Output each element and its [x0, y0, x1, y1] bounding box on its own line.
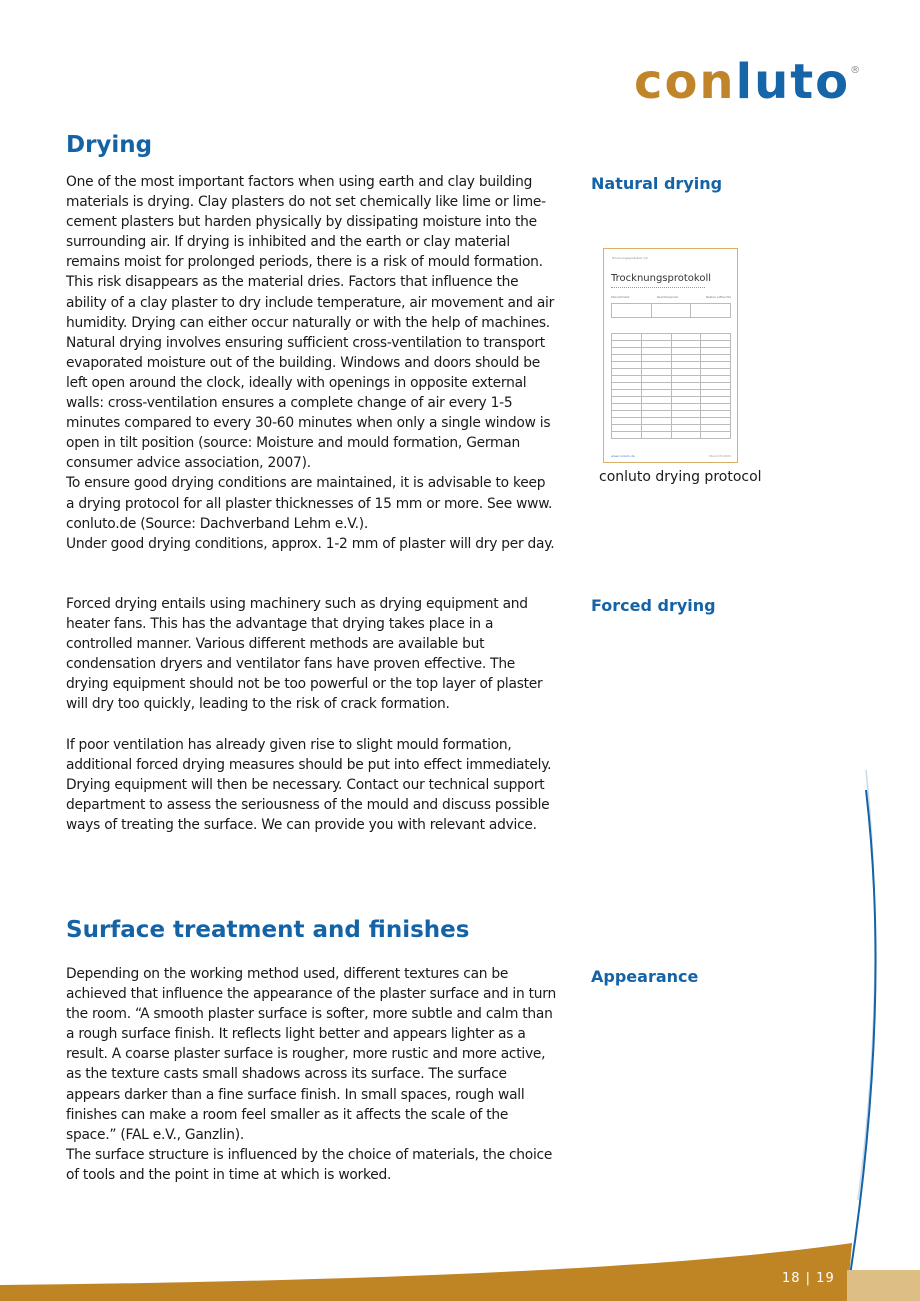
page-numbers: 18 | 19 [782, 1271, 835, 1286]
natural-drying-p3: Under good drying conditions, approx. 1-2 mm of plaster will dry per day. [66, 535, 555, 552]
protocol-col3: Relative Luftfeuchte [705, 296, 731, 299]
protocol-top-table [611, 303, 731, 318]
decorative-arc-blue [846, 790, 875, 1301]
footer-band-light [847, 1270, 920, 1301]
forced-drying-text [66, 594, 556, 835]
protocol-col2: Raumtemperatur [656, 296, 679, 299]
protocol-rule [611, 287, 705, 288]
protocol-log-table [611, 333, 731, 439]
natural-drying-p1: One of the most important factors when using earth and clay building materials is drying. Clay plasters do not set chemically like lime or lime-cement plasters but harden physically by dissipating moisture into the surrounding air. If drying is inhibited and the earth or clay material remains moist for prolonged periods, there is a risk of mould formation. This risk disappears as the material dries. Factors that influence the ability of a clay plaster to dry include temperature, air movement and air humidity. Drying can either occur naturally or with the help of machines. Natural drying involves ensuring sufficient cross-ventilation to transport evaporated moisture out of the building. Windows and doors should be left open around the clock, ideally with openings in opposite external walls: cross-ventilation ensures a complete change of air every 1-5 minutes compared to every 30-60 minutes when only a single window is open in tilt position (source: Moisture and mould formation, German consumer advice association, 2007). [66, 174, 555, 472]
protocol-column-labels [611, 296, 731, 299]
appearance-p1: Depending on the working method used, different textures can be achieved that influence the appearance of the plaster surface and in turn the room. “A smooth plaster surface is softer, more subtle and calm than a rough surface finish. It reflects light better and appears lighter as a result. A coarse plaster surface is rougher, more rustic and more active, as the texture casts small shadows across its surface. The surface appears darker than a fine surface finish. In small spaces, rough wall finishes can make a room feel smaller as it affects the scale of the space.” (FAL e.V., Ganzlin). [66, 966, 556, 1143]
protocol-col1: Datum/Uhrzeit [611, 296, 630, 299]
appearance-heading: Appearance [591, 967, 699, 986]
natural-drying-heading: Natural drying [591, 174, 723, 193]
protocol-title: Trocknungsprotokoll [611, 273, 712, 284]
drying-heading: Drying [66, 132, 153, 158]
natural-drying-text [66, 172, 556, 554]
forced-drying-p2: If poor ventilation has already given rise to slight mould formation, additional forced drying measures should be put into effect immediately. Drying equipment will then be necessary. Contact our technical support department to assess the seriousness of the mould and discuss possible ways of treating the surface. We can provide you with relevant advice. [66, 736, 552, 833]
footer-band [0, 1243, 852, 1301]
surface-treatment-heading: Surface treatment and finishes [66, 917, 470, 943]
appearance-p2: The surface structure is influenced by the choice of materials, the choice of tools and the point in time at which is worked. [66, 1146, 553, 1183]
forced-drying-heading: Forced drying [591, 596, 716, 615]
protocol-footer-date: Stand 03.2009 [708, 454, 731, 458]
drying-protocol-thumbnail [603, 248, 738, 463]
protocol-caption: conluto drying protocol [599, 469, 762, 485]
protocol-footer [611, 454, 731, 458]
protocol-footer-url: www.conluto.de [611, 454, 635, 458]
forced-drying-p1: Forced drying entails using machinery such as drying equipment and heater fans. This has the advantage that drying takes place in a controlled manner. Various different methods are available but condensation dryers and ventilator fans have proven effective. The drying equipment should not be too powerful or the top layer of plaster will dry too quickly, leading to the risk of crack formation. [66, 596, 543, 713]
natural-drying-p2: To ensure good drying conditions are maintained, it is advisable to keep a drying protocol for all plaster thicknesses of 15 mm or more. See www. conluto.de (Source: Dachverband Lehm e.V.). [66, 475, 553, 532]
conluto-logo: conluto® [634, 54, 863, 110]
protocol-header: Trocknungsprotokoll 1/2 [612, 256, 648, 260]
appearance-text [66, 964, 556, 1185]
